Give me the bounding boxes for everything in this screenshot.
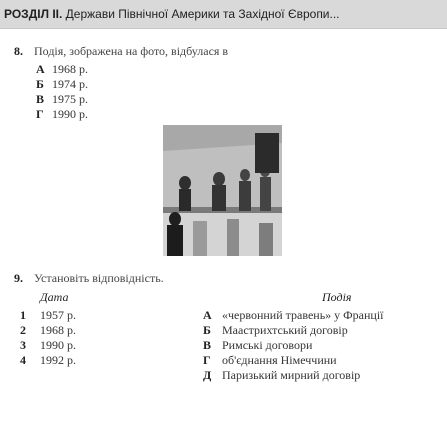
section-header	[0, 0, 447, 29]
option-letter: Б	[36, 77, 44, 91]
photo-image	[163, 125, 282, 256]
option-letter: В	[36, 92, 45, 106]
question-8-option-b[interactable]	[36, 77, 88, 92]
section-label: РОЗДІЛ ІІ.	[4, 7, 63, 21]
match-letter-d: Г	[203, 353, 211, 367]
match-number-2: 2	[20, 323, 26, 337]
question-9-text: Установіть відповідність.	[34, 271, 164, 285]
question-8-text: Подія, зображена на фото, відбулася в	[34, 44, 229, 58]
question-8-option-d[interactable]	[36, 107, 88, 122]
match-letter-a: А	[203, 308, 212, 322]
option-value: 1975 р.	[52, 92, 88, 106]
match-letter-e: Д	[203, 368, 212, 382]
question-8-option-a[interactable]	[36, 62, 88, 77]
match-number-1: 1	[20, 308, 26, 322]
match-date-2: 1968 р.	[40, 323, 76, 337]
match-number-3: 3	[20, 338, 26, 352]
match-number-4: 4	[20, 353, 26, 367]
match-date-3: 1990 р.	[40, 338, 76, 352]
section-title	[4, 7, 340, 21]
option-value: 1990 р.	[52, 107, 88, 121]
question-8-number: 8.	[14, 44, 23, 58]
historical-photo	[163, 125, 282, 256]
match-event-e: Паризький мирний договір	[222, 368, 361, 382]
match-date-4: 1992 р.	[40, 353, 76, 367]
option-value: 1968 р.	[52, 62, 88, 76]
match-letter-c: В	[203, 338, 212, 352]
column-header-event: Подія	[322, 290, 352, 304]
option-value: 1974 р.	[52, 77, 88, 91]
section-subtitle: Держави Північної Америки та Західної Європи...	[62, 7, 340, 21]
match-date-1: 1957 р.	[40, 308, 76, 322]
match-letter-b: Б	[203, 323, 211, 337]
column-header-date: Дата	[40, 290, 69, 304]
option-letter: Г	[36, 107, 44, 121]
question-8-option-c[interactable]	[36, 92, 88, 107]
option-letter: А	[36, 62, 45, 76]
match-event-b: Маастрихтський договір	[222, 323, 348, 337]
match-event-a: «червонний травень» у Франції	[222, 308, 384, 322]
match-event-d: об'єднання Німеччини	[222, 353, 337, 367]
question-9-number: 9.	[14, 271, 23, 285]
match-event-c: Римські договори	[222, 338, 313, 352]
